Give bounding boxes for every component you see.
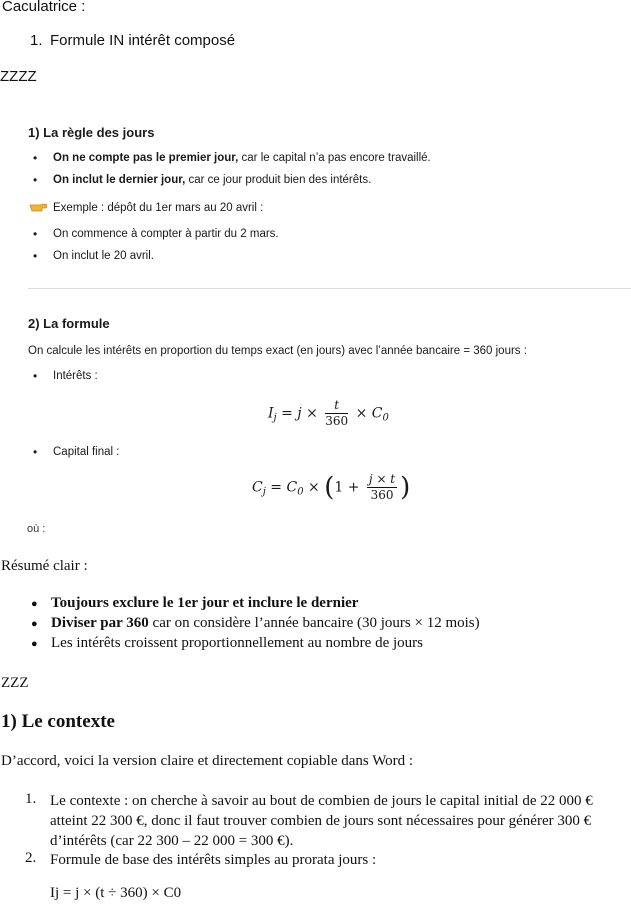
list-number: 1. xyxy=(25,791,37,807)
bold-text: Toujours exclure le 1er jour et inclure le dernier xyxy=(51,595,359,611)
bullet-icon: • xyxy=(33,445,38,459)
example-text: Exemple : dépôt du 1er mars au 20 avril : xyxy=(53,202,264,214)
fraction-numerator: t xyxy=(325,398,348,414)
formula-text: = j × xyxy=(281,405,318,422)
formula-subscript: 0 xyxy=(297,486,304,498)
cropped-text: où : xyxy=(27,523,46,532)
fraction-denominator: 360 xyxy=(370,488,394,502)
bold-text: Diviser par 360 xyxy=(51,615,149,631)
list-text: Capital final : xyxy=(53,446,120,458)
rule-heading: 1) La règle des jours xyxy=(28,125,155,140)
formula-text: = C xyxy=(270,479,298,496)
formula-heading: 2) La formule xyxy=(28,316,110,331)
formula-symbol: I xyxy=(268,405,274,422)
bullet-icon: • xyxy=(33,369,38,383)
list-text: Les intérêts croissent proportionnellement au nombre de jours xyxy=(51,635,423,651)
list-number: 2. xyxy=(25,850,37,866)
list-text: Formule IN intérêt composé xyxy=(50,32,236,49)
formula-fraction xyxy=(325,398,348,429)
list-text: car on considère l’année bancaire (30 jours × 12 mois) xyxy=(148,615,480,631)
paragraph: D’accord, voici la version claire et directement copiable dans Word : xyxy=(1,753,414,769)
formula-subscript: 0 xyxy=(382,412,389,424)
list-text: On commence à compter à partir du 2 mars. xyxy=(53,228,279,240)
formula-intro: On calcule les intérêts en proportion du temps exact (en jours) avec l’année bancaire = 360 jours : xyxy=(28,345,527,357)
bullet-icon: ● xyxy=(31,638,38,650)
resume-label: Résumé clair : xyxy=(1,558,88,574)
bullet-icon: • xyxy=(33,227,38,241)
section-heading: 1) Le contexte xyxy=(1,711,115,732)
bold-text: On ne compte pas le premier jour, xyxy=(53,152,239,164)
bullet-icon: • xyxy=(33,173,38,187)
divider xyxy=(28,288,631,289)
marker-text: ZZZ xyxy=(1,675,29,691)
formula-subscript: j xyxy=(262,486,266,498)
list-item xyxy=(30,32,235,49)
list-text: car ce jour produit bien des intérêts. xyxy=(185,174,372,186)
open-paren: ( xyxy=(324,472,335,503)
fraction-numerator: j × t xyxy=(368,472,396,486)
list-text: Formule de base des intérêts simples au prorata jours : xyxy=(50,852,377,868)
example-line xyxy=(29,202,263,214)
formula-text: 1 + xyxy=(334,479,360,496)
interest-formula xyxy=(268,398,389,429)
fraction-denominator: 360 xyxy=(325,414,349,428)
capital-formula xyxy=(252,472,410,503)
embedded-screenshot xyxy=(0,112,631,532)
page-title: Caculatrice : xyxy=(2,0,86,15)
bullet-icon: • xyxy=(33,249,38,263)
formula-text: Ij = j × (t ÷ 360) × C0 xyxy=(50,885,182,901)
formula-text: × C xyxy=(355,405,383,422)
bullet-icon: ● xyxy=(31,618,38,630)
bullet-icon: ● xyxy=(31,598,38,610)
pointing-hand-icon xyxy=(29,202,47,212)
marker-text: ZZZZ xyxy=(0,68,37,85)
list-text: Intérêts : xyxy=(53,370,98,382)
formula-subscript: j xyxy=(273,412,277,424)
bold-text: On inclut le dernier jour, xyxy=(53,174,186,186)
list-text: car le capital n’a pas encore travaillé. xyxy=(238,152,431,164)
formula-fraction xyxy=(367,472,397,503)
bullet-icon: • xyxy=(33,151,38,165)
formula-symbol: C xyxy=(252,479,263,496)
list-number: 1. xyxy=(30,32,43,49)
close-paren: ) xyxy=(400,472,411,503)
list-text: On inclut le 20 avril. xyxy=(53,250,154,262)
formula-text: × xyxy=(308,479,320,496)
list-text: Le contexte : on cherche à savoir au bout de combien de jours le capital initial de 22 000 € atteint 22 300 €, donc il faut trouver combien de jours sont nécessaires pour générer 300 € d’intérêts (car 22 300 – 22 000 = 300 €). xyxy=(50,793,593,849)
